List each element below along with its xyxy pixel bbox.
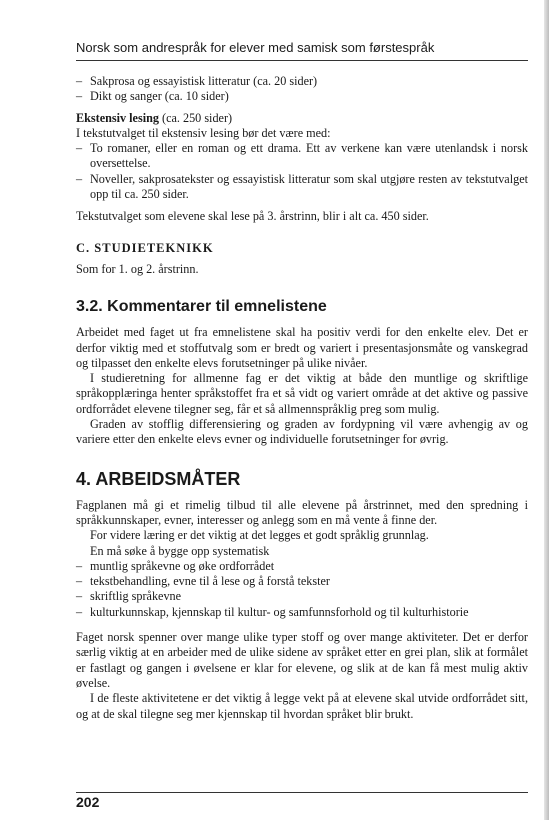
paragraph: En må søke å bygge opp systematisk bbox=[90, 543, 270, 558]
paragraph: I studieretning for allmenne fag er det viktig at både den muntlige og skriftlige språkopplæringa henter språkstoffet fra et så vidt og variert område at det aktive og passive ordforrådet elevene tilegner seg, får et så allmennspråklig preg som mulig. bbox=[76, 371, 528, 416]
list-item: – Noveller, sakprosatekster og essayistisk litteratur som skal utgjøre resten av tekstutvalget opp til ca. 250 sider. bbox=[76, 172, 528, 203]
ekstensiv-heading-bold: Ekstensiv lesing bbox=[76, 110, 159, 125]
list-item: – Dikt og sanger (ca. 10 sider) bbox=[76, 89, 528, 104]
section-3-2-heading: 3.2. Kommentarer til emnelistene bbox=[76, 298, 327, 316]
list-item: – Sakprosa og essayistisk litteratur (ca. 20 sider) bbox=[76, 74, 528, 89]
ekstensiv-heading bbox=[76, 111, 528, 126]
list-item: – kulturkunnskap, kjennskap til kultur- og samfunnsforhold og til kulturhistorie bbox=[76, 605, 528, 620]
paragraph: Arbeidet med faget ut fra emnelistene skal ha positiv verdi for den enkelte elev. Det er derfor viktig med et stoffutvalg som er bredt og variert i presentasjonsmåte og vanskegrad og tilpasset den enkelte elevs forutsetninger på ulike nivåer. bbox=[76, 325, 528, 370]
section-c-text: Som for 1. og 2. årstrinn. bbox=[76, 261, 199, 276]
page-number: 202 bbox=[76, 794, 100, 810]
list-item: – tekstbehandling, evne til å lese og å forstå tekster bbox=[76, 574, 528, 589]
list-item: – To romaner, eller en roman og ett drama. Ett av verkene kan være utenlandsk i norsk oversettelse. bbox=[76, 141, 528, 172]
header-rule bbox=[76, 60, 528, 61]
paragraph: Faget norsk spenner over mange ulike typer stoff og over mange aktiviteter. Det er derfor særlig viktig at en arbeider med de ulike sidene av språket etter en grei plan, slik at formålet er fastlagt og gangen i øvelsene er klar for elevene, og slik at de kan få mest mulig aktiv øvelse. bbox=[76, 630, 528, 690]
ekstensiv-heading-rest: (ca. 250 sider) bbox=[158, 110, 233, 125]
ekstensiv-intro: I tekstutvalget til ekstensiv lesing bør det være med: bbox=[76, 125, 331, 140]
paragraph: Graden av stofflig differensiering og graden av fordypning vil være avhengig av og variere etter den enkelte elevs evner og individuelle forutsetninger for øvrig. bbox=[76, 417, 528, 447]
total-text: Tekstutvalget som elevene skal lese på 3. årstrinn, blir i alt ca. 450 sider. bbox=[76, 209, 429, 224]
paragraph: Fagplanen må gi et rimelig tilbud til alle elevene på årstrinnet, med den spredning i språkkunnskaper, evner, interesser og anlegg som en må vente å finne der. bbox=[76, 497, 528, 527]
section-4-heading: 4. ARBEIDSMÅTER bbox=[76, 468, 241, 489]
footer-rule bbox=[76, 792, 528, 793]
running-header: Norsk som andrespråk for elever med samisk som førstespråk bbox=[76, 40, 435, 55]
list-item: – muntlig språkevne og øke ordforrådet bbox=[76, 559, 528, 574]
page-content bbox=[76, 74, 528, 722]
section-c-heading: C. STUDIETEKNIKK bbox=[76, 240, 214, 255]
list-item: – skriftlig språkevne bbox=[76, 589, 528, 604]
paragraph: I de fleste aktivitetene er det viktig å legge vekt på at elevene skal utvide ordforrådet sitt, og at de skal tilegne seg mer kjennskap til hvordan språket blir brukt. bbox=[76, 691, 528, 721]
paragraph: For videre læring er det viktig at det legges et godt språklig grunnlag. bbox=[90, 528, 429, 543]
